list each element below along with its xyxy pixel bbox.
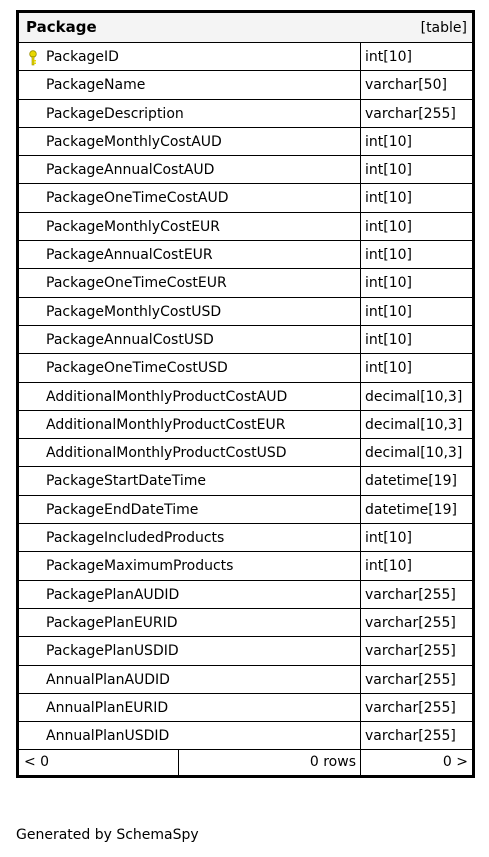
entity-table <box>16 10 475 778</box>
column-name: PackageID <box>19 43 361 70</box>
column-type: int[10] <box>365 162 412 179</box>
generated-by-label: Generated by SchemaSpy <box>16 827 199 843</box>
column-name: PackageIncludedProducts <box>19 524 361 551</box>
column-type: int[10] <box>365 331 412 348</box>
column-type: varchar[255] <box>365 614 456 631</box>
table-row[interactable] <box>19 326 472 354</box>
column-list <box>19 43 472 750</box>
column-name: PackageStartDateTime <box>19 467 361 494</box>
table-footer <box>19 750 472 775</box>
table-row[interactable] <box>19 269 472 297</box>
column-type: int[10] <box>365 275 412 292</box>
table-row[interactable] <box>19 43 472 71</box>
table-row[interactable] <box>19 411 472 439</box>
column-name: PackageMonthlyCostEUR <box>19 213 361 240</box>
column-type: int[10] <box>365 558 412 575</box>
parent-count[interactable]: < 0 <box>19 750 179 775</box>
table-row[interactable] <box>19 128 472 156</box>
column-name: PackageMaximumProducts <box>19 552 361 579</box>
table-row[interactable] <box>19 100 472 128</box>
table-row[interactable] <box>19 298 472 326</box>
column-type: int[10] <box>365 530 412 547</box>
column-name: AdditionalMonthlyProductCostAUD <box>19 383 361 410</box>
column-name: PackageMonthlyCostAUD <box>19 128 361 155</box>
table-row[interactable] <box>19 383 472 411</box>
table-row[interactable] <box>19 524 472 552</box>
table-row[interactable] <box>19 581 472 609</box>
table-header <box>19 13 472 43</box>
column-name: PackageEndDateTime <box>19 496 361 523</box>
table-row[interactable] <box>19 71 472 99</box>
column-name: PackageOneTimeCostEUR <box>19 269 361 296</box>
column-name: PackageAnnualCostAUD <box>19 156 361 183</box>
column-type: varchar[255] <box>365 728 456 745</box>
column-name: PackageOneTimeCostUSD <box>19 354 361 381</box>
column-type: decimal[10,3] <box>365 445 463 462</box>
column-name: AdditionalMonthlyProductCostEUR <box>19 411 361 438</box>
column-type: datetime[19] <box>365 501 457 518</box>
column-type: varchar[50] <box>365 77 447 94</box>
column-type: int[10] <box>365 49 412 65</box>
column-name: PackageAnnualCostUSD <box>19 326 361 353</box>
table-row[interactable] <box>19 184 472 212</box>
column-type: varchar[255] <box>365 586 456 603</box>
column-name: PackageDescription <box>19 100 361 127</box>
table-kind: [table] <box>420 20 467 36</box>
column-name: PackagePlanUSDID <box>19 637 361 664</box>
table-row[interactable] <box>19 637 472 665</box>
column-type: int[10] <box>365 218 412 235</box>
table-row[interactable] <box>19 467 472 495</box>
column-name: AnnualPlanAUDID <box>19 666 361 693</box>
column-name: AdditionalMonthlyProductCostUSD <box>19 439 361 466</box>
table-row[interactable] <box>19 241 472 269</box>
column-name: AnnualPlanUSDID <box>19 722 361 749</box>
table-row[interactable] <box>19 666 472 694</box>
table-row[interactable] <box>19 552 472 580</box>
column-type: int[10] <box>365 190 412 207</box>
column-type: varchar[255] <box>365 699 456 716</box>
column-type: decimal[10,3] <box>365 388 463 405</box>
column-name: PackageOneTimeCostAUD <box>19 184 361 211</box>
table-row[interactable] <box>19 354 472 382</box>
column-name: PackageAnnualCostEUR <box>19 241 361 268</box>
table-row[interactable] <box>19 694 472 722</box>
table-row[interactable] <box>19 496 472 524</box>
column-type: int[10] <box>365 360 412 377</box>
column-name: PackagePlanAUDID <box>19 581 361 608</box>
table-row[interactable] <box>19 722 472 750</box>
column-type: int[10] <box>365 303 412 320</box>
column-type: int[10] <box>365 247 412 264</box>
table-row[interactable] <box>19 609 472 637</box>
column-name: AnnualPlanEURID <box>19 694 361 721</box>
column-type: varchar[255] <box>365 671 456 688</box>
column-type: varchar[255] <box>365 643 456 660</box>
row-count: 0 rows <box>179 750 361 775</box>
column-name: PackageName <box>19 71 361 98</box>
column-type: varchar[255] <box>365 105 456 122</box>
column-type: datetime[19] <box>365 473 457 490</box>
table-row[interactable] <box>19 439 472 467</box>
column-name: PackagePlanEURID <box>19 609 361 636</box>
table-row[interactable] <box>19 213 472 241</box>
table-name[interactable]: Package <box>26 18 97 36</box>
column-name: PackageMonthlyCostUSD <box>19 298 361 325</box>
child-count[interactable]: 0 > <box>442 754 468 771</box>
column-type: int[10] <box>365 133 412 150</box>
table-row[interactable] <box>19 156 472 184</box>
column-type: decimal[10,3] <box>365 416 463 433</box>
